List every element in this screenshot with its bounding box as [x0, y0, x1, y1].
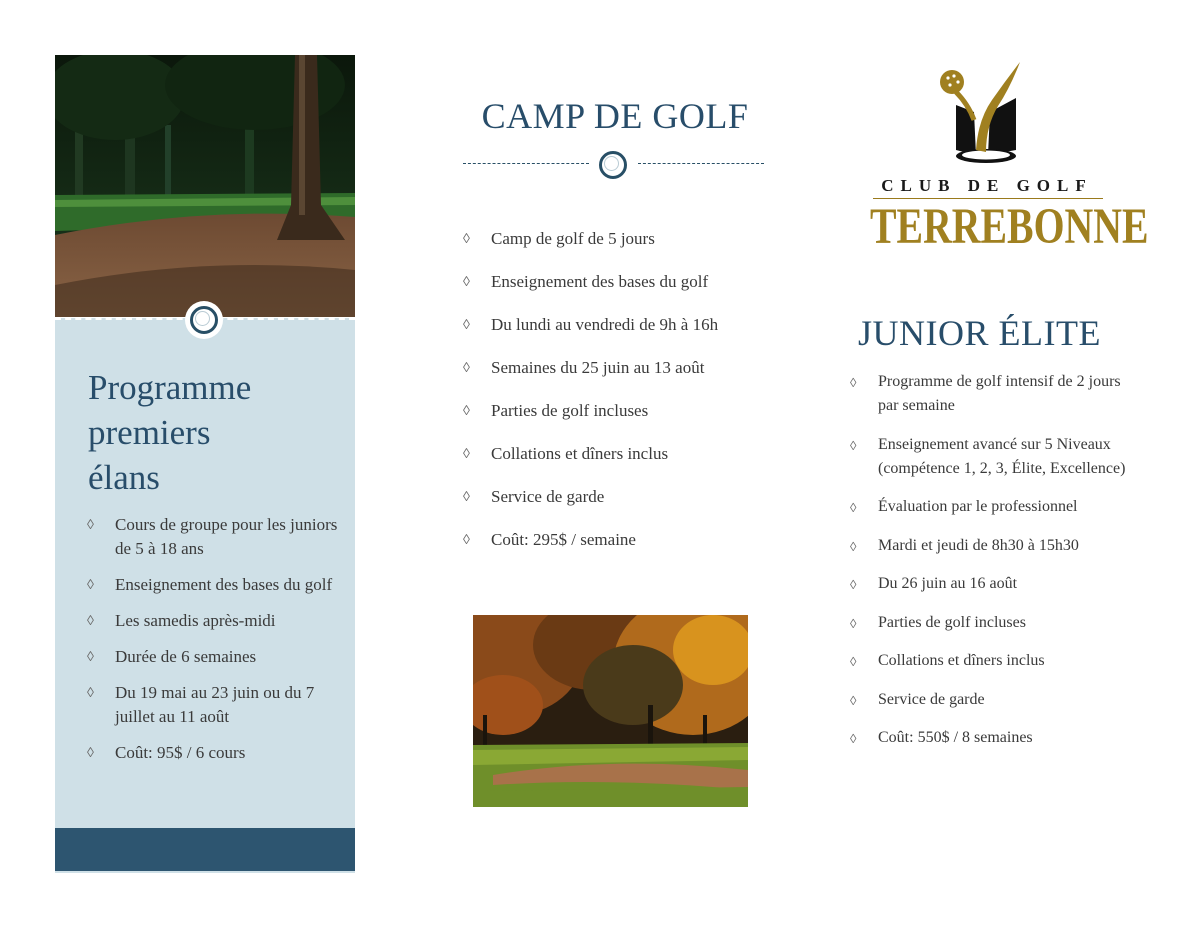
diamond-bullet-icon: ◊	[850, 500, 857, 515]
list-item: ◊ Semaines du 25 juin au 13 août	[463, 357, 793, 400]
title-line: premiers	[88, 413, 211, 452]
logo-club-text: CLUB DE GOLF	[881, 176, 1093, 195]
diamond-bullet-icon: ◊	[850, 538, 857, 554]
diamond-bullet-icon: ◊	[850, 615, 857, 631]
list-item: ◊ Collations et dîners inclus	[850, 649, 1130, 673]
logo-name-text: TERREBONNE	[870, 199, 1149, 255]
diamond-bullet-icon: ◊	[87, 686, 94, 701]
list-item: ◊ Parties de golf incluses	[850, 611, 1130, 635]
golf-course-photo	[55, 55, 355, 317]
diamond-bullet-icon: ◊	[463, 318, 470, 333]
list-item: ◊ Enseignement des bases du golf	[463, 271, 793, 314]
diamond-bullet-icon: ◊	[87, 518, 94, 533]
diamond-bullet-icon: ◊	[87, 578, 94, 593]
diamond-bullet-icon: ◊	[463, 490, 470, 505]
diamond-bullet-icon: ◊	[463, 361, 470, 376]
list-item: ◊ Durée de 6 semaines	[87, 645, 342, 669]
list-item: ◊ Les samedis après-midi	[87, 609, 342, 633]
diamond-bullet-icon: ◊	[850, 692, 857, 708]
title-line: élans	[88, 458, 160, 497]
divider-line	[463, 163, 589, 164]
autumn-course-photo	[473, 615, 748, 807]
divider-line	[638, 163, 764, 164]
diamond-bullet-icon: ◊	[850, 437, 857, 453]
diamond-bullet-icon: ◊	[850, 731, 857, 746]
ring-ornament-icon	[594, 146, 632, 184]
diamond-bullet-icon: ◊	[463, 232, 470, 247]
list-item: ◊ Évaluation par le professionnel	[850, 495, 1130, 519]
list-item: ◊ Programme de golf intensif de 2 jours par semaine	[850, 373, 1121, 414]
list-item: ◊ Camp de golf de 5 jours	[463, 228, 793, 271]
camp-de-golf-list	[463, 228, 793, 572]
list-item: ◊ Enseignement avancé sur 5 Niveaux (compétence 1, 2, 3, Élite, Excellence)	[850, 435, 1126, 477]
diamond-bullet-icon: ◊	[463, 533, 470, 548]
diamond-bullet-icon: ◊	[463, 447, 470, 462]
diamond-bullet-icon: ◊	[850, 654, 857, 669]
list-item: ◊ Enseignement des bases du golf	[87, 573, 342, 597]
list-item: ◊ Coût: 95$ / 6 cours	[87, 741, 342, 765]
diamond-bullet-icon: ◊	[850, 375, 857, 390]
panel-footer-band	[55, 828, 355, 871]
diamond-bullet-icon: ◊	[87, 746, 94, 761]
list-item: ◊ Coût: 550$ / 8 semaines	[850, 726, 1130, 750]
list-item: ◊ Service de garde	[850, 688, 1130, 712]
list-item: ◊ Du 26 juin au 16 août	[850, 572, 1130, 596]
camp-de-golf-title: CAMP DE GOLF	[481, 96, 749, 136]
ring-ornament-icon	[185, 301, 223, 339]
diamond-bullet-icon: ◊	[463, 275, 470, 290]
list-item: ◊ Du 19 mai au 23 juin ou du 7 juillet au 11 août	[87, 683, 315, 726]
diamond-bullet-icon: ◊	[463, 404, 470, 419]
list-item: ◊ Cours de groupe pour les juniors de 5 à 18 ans	[87, 515, 338, 558]
list-item: ◊ Service de garde	[463, 486, 793, 529]
list-item: ◊ Collations et dîners inclus	[463, 443, 793, 486]
premiers-elans-list	[87, 513, 342, 777]
diamond-bullet-icon: ◊	[850, 577, 857, 592]
junior-elite-title: JUNIOR ÉLITE	[858, 313, 1101, 353]
junior-elite-list	[850, 370, 1130, 765]
premiers-elans-title	[88, 365, 338, 500]
list-item: ◊ Du lundi au vendredi de 9h à 16h	[463, 314, 793, 357]
list-item: ◊ Parties de golf incluses	[463, 400, 793, 443]
title-line: Programme	[88, 368, 252, 407]
diamond-bullet-icon: ◊	[87, 614, 94, 629]
diamond-bullet-icon: ◊	[87, 650, 94, 665]
list-item: ◊ Mardi et jeudi de 8h30 à 15h30	[850, 534, 1130, 558]
list-item: ◊ Coût: 295$ / semaine	[463, 529, 793, 572]
